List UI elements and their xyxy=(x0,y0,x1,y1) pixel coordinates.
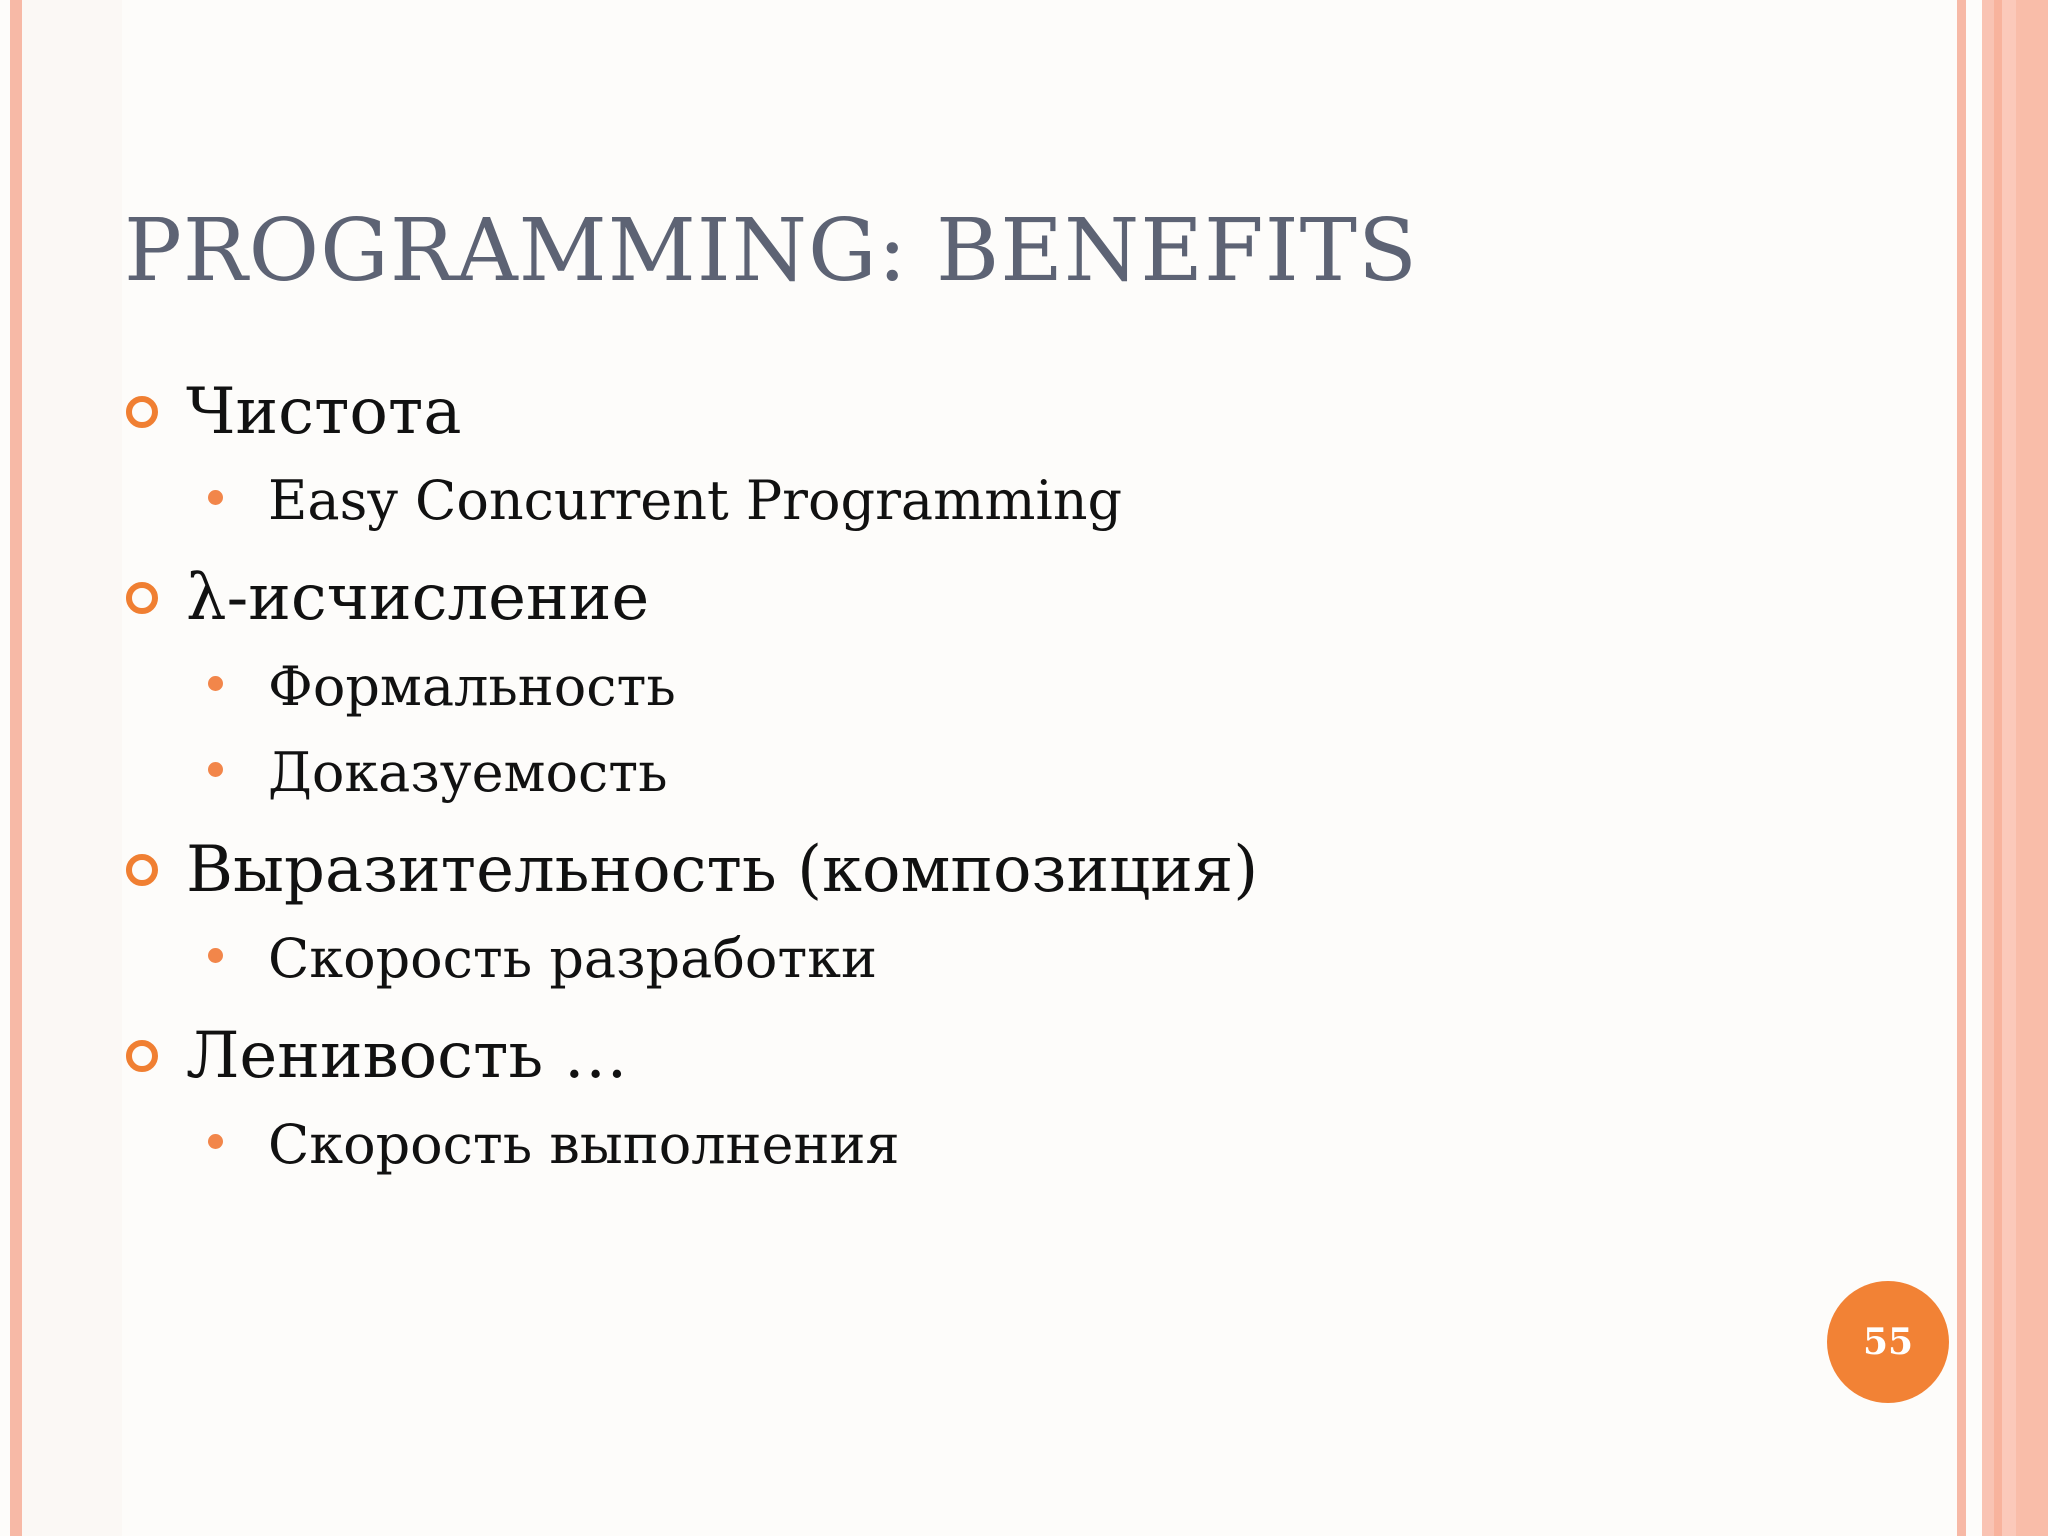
bullet-text: λ-исчисление xyxy=(186,561,650,635)
ring-bullet-icon xyxy=(126,396,158,428)
bullet-item xyxy=(126,1019,628,1093)
sub-bullet-text: Скорость разработки xyxy=(268,927,877,990)
sub-bullet-item xyxy=(208,927,877,990)
dot-bullet-icon xyxy=(208,762,223,777)
sub-bullet-text: Доказуемость xyxy=(268,741,668,804)
bullet-text: Выразительность (композиция) xyxy=(186,833,1259,907)
bullet-item xyxy=(126,375,462,449)
sub-bullet-item xyxy=(208,741,668,804)
slide-title: PROGRAMMING: BENEFITS xyxy=(124,201,1418,301)
sub-bullet-text: Скорость выполнения xyxy=(268,1113,900,1176)
page-number: 55 xyxy=(1862,1321,1914,1363)
bullet-item xyxy=(126,833,1259,907)
page-number-badge xyxy=(1827,1281,1949,1403)
bullet-text: Чистота xyxy=(186,375,462,449)
sub-bullet-text: Формальность xyxy=(268,655,676,718)
ring-bullet-icon xyxy=(126,582,158,614)
ring-bullet-icon xyxy=(126,1040,158,1072)
bullet-text: Ленивость … xyxy=(186,1019,628,1093)
sub-bullet-item xyxy=(208,1113,900,1176)
dot-bullet-icon xyxy=(208,948,223,963)
dot-bullet-icon xyxy=(208,1134,223,1149)
sub-bullet-text: Easy Concurrent Programming xyxy=(268,469,1123,532)
sub-bullet-item xyxy=(208,655,676,718)
sub-bullet-item xyxy=(208,469,1123,532)
dot-bullet-icon xyxy=(208,490,223,505)
ring-bullet-icon xyxy=(126,854,158,886)
bullet-item xyxy=(126,561,650,635)
dot-bullet-icon xyxy=(208,676,223,691)
